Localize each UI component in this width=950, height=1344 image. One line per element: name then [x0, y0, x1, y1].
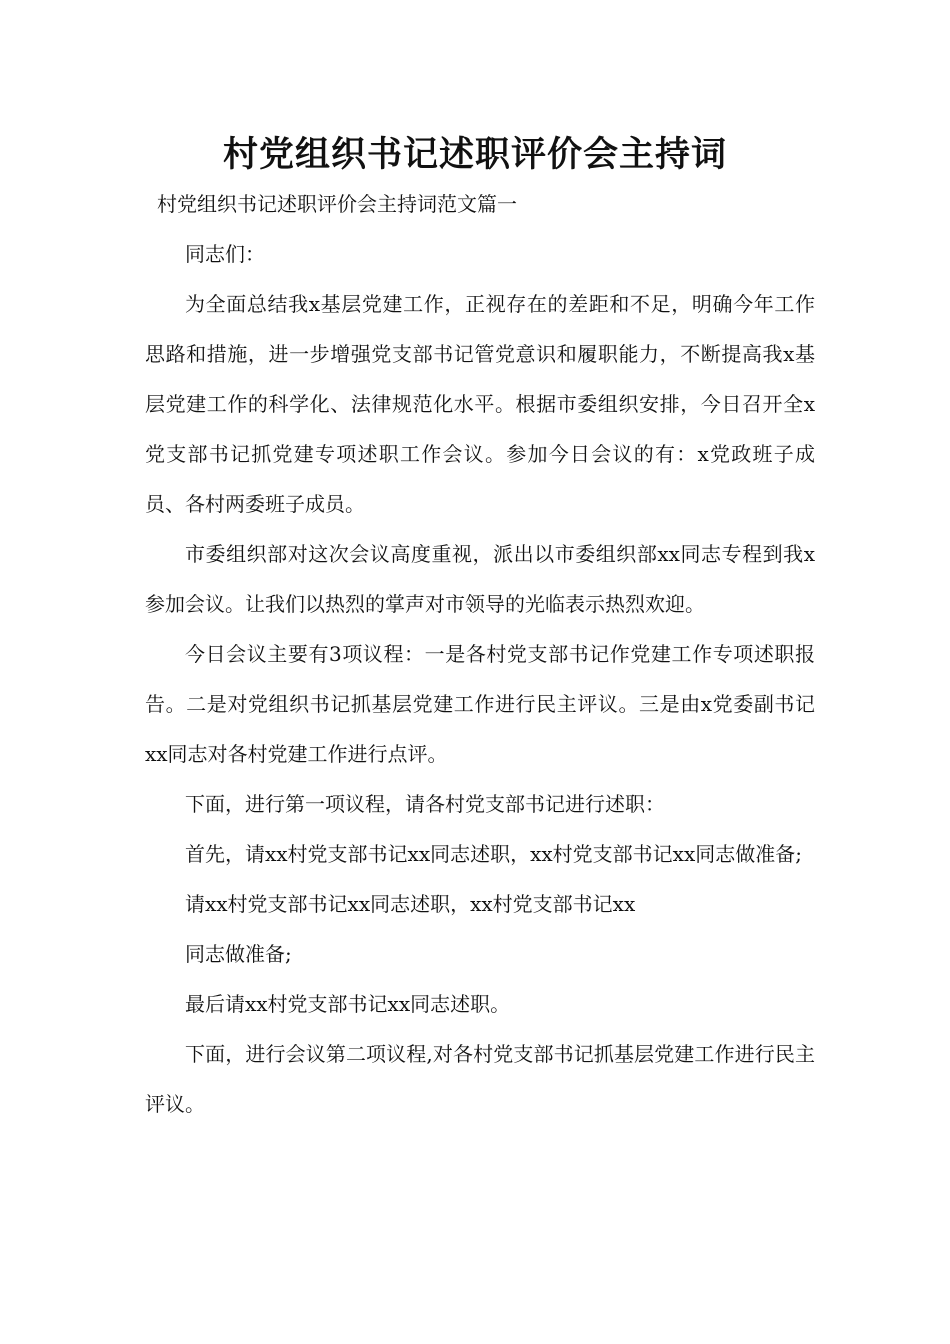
paragraph-welcome: 市委组织部对这次会议高度重视，派出以市委组织部xx同志专程到我x参加会议。让我们以热烈的掌声对市领导的光临表示热烈欢迎。 — [145, 542, 815, 616]
paragraph-first-speaker: 首先，请xx村党支部书记xx同志述职，xx村党支部书记xx同志做准备; — [185, 842, 802, 866]
paragraph-greeting: 同志们： — [185, 242, 265, 266]
document-body — [145, 229, 815, 1129]
paragraph-second-item: 下面，进行会议第二项议程,对各村党支部书记抓基层党建工作进行民主评议。 — [145, 1042, 815, 1116]
document-title: 村党组织书记述职评价会主持词 — [222, 135, 727, 175]
paragraph-last-speaker: 最后请xx村党支部书记xx同志述职。 — [185, 992, 511, 1016]
paragraph-first-item: 下面，进行第一项议程，请各村党支部书记进行述职： — [185, 792, 665, 816]
paragraph-prepare: 同志做准备; — [185, 942, 292, 966]
paragraph-next-speaker: 请xx村党支部书记xx同志述职，xx村党支部书记xx — [185, 892, 636, 916]
paragraph-purpose: 为全面总结我x基层党建工作，正视存在的差距和不足，明确今年工作思路和措施，进一步增强党支部书记管党意识和履职能力，不断提高我x基层党建工作的科学化、法律规范化水平。根据市委组织安排，今日召开全x党支部书记抓党建专项述职工作会议。参加今日会议的有：x党政班子成员、各村两委班子成员。 — [145, 292, 815, 516]
document-subtitle: 村党组织书记述职评价会主持词范文篇一 — [157, 192, 517, 216]
paragraph-agenda: 今日会议主要有3项议程：一是各村党支部书记作党建工作专项述职报告。二是对党组织书记抓基层党建工作进行民主评议。三是由x党委副书记xx同志对各村党建工作进行点评。 — [145, 642, 815, 766]
